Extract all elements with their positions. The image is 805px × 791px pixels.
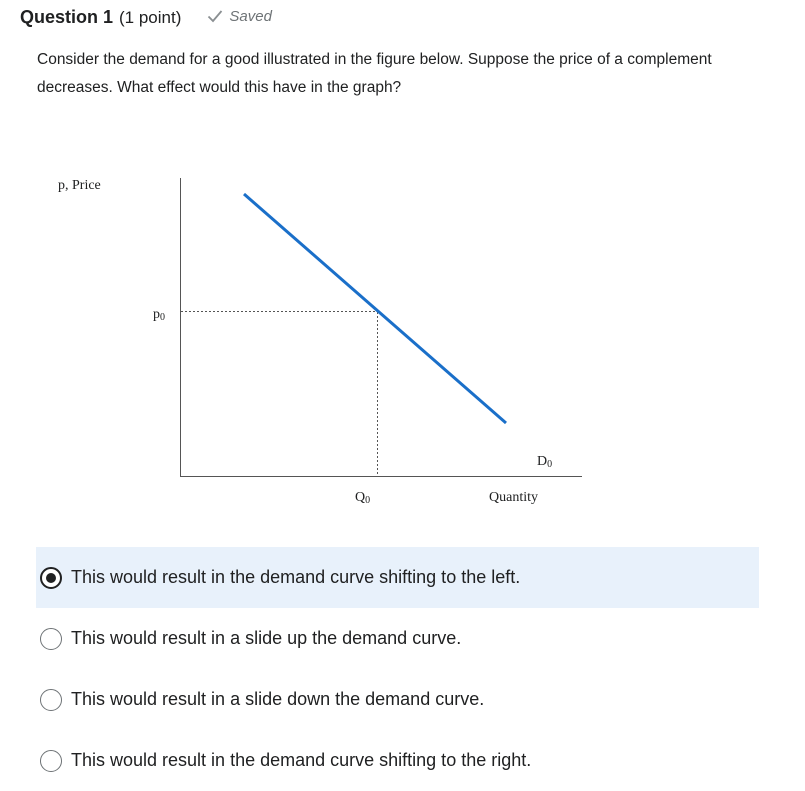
radio-button-2[interactable] bbox=[40, 628, 62, 650]
price-p0-main: p bbox=[153, 307, 160, 322]
quantity-q0-main: Q bbox=[355, 490, 366, 505]
radio-button-4[interactable] bbox=[40, 750, 62, 772]
curve-d0-label bbox=[537, 454, 552, 470]
quantity-q0-label bbox=[355, 490, 370, 506]
demand-graph-svg bbox=[0, 160, 805, 520]
question-prompt bbox=[37, 46, 777, 102]
x-axis-label: Quantity bbox=[489, 490, 538, 505]
price-p0-sub: 0 bbox=[160, 312, 165, 323]
prompt-line-1: Consider the demand for a good illustrated in the figure below. Suppose the price of a complement bbox=[37, 51, 712, 68]
choice-label-3: This would result in a slide down the demand curve. bbox=[71, 689, 485, 709]
quantity-q0-sub: 0 bbox=[365, 495, 371, 506]
radio-button-3[interactable] bbox=[40, 689, 62, 711]
checkmark-icon bbox=[207, 9, 223, 23]
saved-label: Saved bbox=[229, 7, 272, 25]
choice-label-2: This would result in a slide up the demand curve. bbox=[71, 628, 462, 648]
prompt-line-2: decreases. What effect would this have in the graph? bbox=[37, 79, 402, 96]
y-axis-label: p, Price bbox=[58, 178, 101, 193]
choice-option-3[interactable] bbox=[36, 669, 759, 730]
answer-choices bbox=[36, 547, 759, 791]
curve-d0-main: D bbox=[537, 454, 548, 469]
price-p0-label bbox=[153, 307, 165, 323]
demand-curve bbox=[244, 194, 506, 423]
question-header bbox=[20, 7, 272, 31]
choice-option-4[interactable] bbox=[36, 730, 759, 791]
choice-option-1[interactable] bbox=[36, 547, 759, 608]
choice-label-1: This would result in the demand curve shifting to the left. bbox=[71, 567, 521, 587]
curve-d0-sub: 0 bbox=[547, 459, 553, 470]
question-title: Question 1 bbox=[20, 7, 114, 27]
choice-option-2[interactable] bbox=[36, 608, 759, 669]
question-points: (1 point) bbox=[119, 8, 182, 27]
saved-status bbox=[207, 8, 272, 25]
radio-button-1[interactable] bbox=[40, 567, 62, 589]
choice-label-4: This would result in the demand curve shifting to the right. bbox=[71, 750, 532, 770]
demand-graph bbox=[0, 160, 805, 520]
